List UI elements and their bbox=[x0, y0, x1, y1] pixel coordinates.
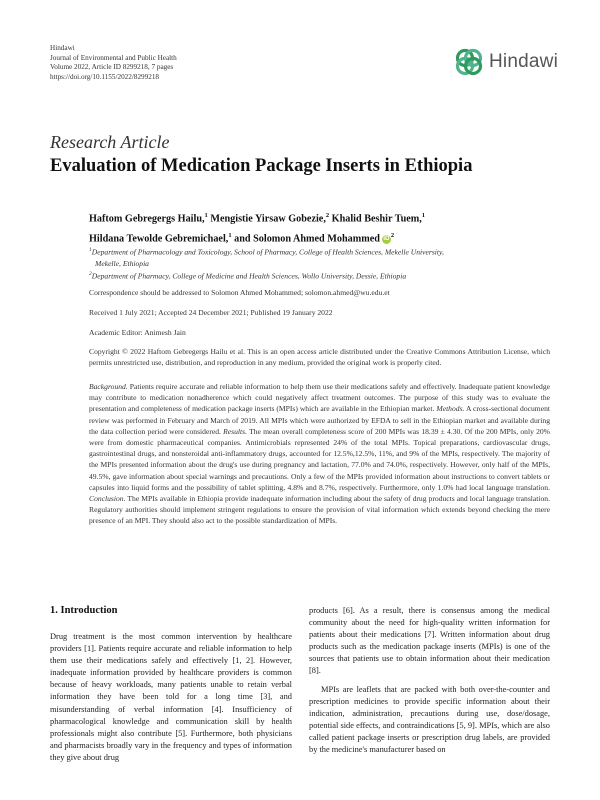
paragraph: Drug treatment is the most common intervention by healthcare providers [1]. Patients require accurate and reliable information to help them use their medications safely and effectively [1, 2]. However, inadequate information provided by healthcare providers is common because of heavy workloads, many patients unable to retain verbal information they have been told for a long time [3], and misunderstanding of verbal information [4]. Insufficiency of pharmacological knowledge and communication skill by health professionals might also contribute [5]. Furthermore, both physicians and pharmacists broadly vary in the frequency and types of information they give about drug bbox=[50, 632, 292, 762]
correspondence: Correspondence should be addressed to Solomon Ahmed Mohammed; solomon.ahmed@wu.edu.et bbox=[89, 288, 390, 297]
affiliation-1: $^1$Department of Pharmacology and Toxicology, School of Pharmacy, College of Health Sciences, Mekelle University, bbox=[89, 247, 444, 257]
author-name[interactable]: Hildana Tewolde Gebremichael, bbox=[89, 233, 229, 245]
abstract-label-conclusion: Conclusion. bbox=[89, 494, 126, 504]
author-list bbox=[89, 207, 425, 248]
affiliation-marker: 1 bbox=[204, 212, 208, 219]
copyright-notice: Copyright © 2022 Haftom Gebregergs Hailu et al. This is an open access article distributed under the Creative Commons Attribution License, which permits unrestricted use, distribution, and reproduction in any medium, provided the original work is properly cited. bbox=[89, 347, 550, 368]
paragraph: products [6]. As a result, there is consensus among the medical community about the need for high-quality written information for patients about their medications [7]. Written information about drug products such as the medication package inserts (MPIs) is one of the sources that patients use to obtain information about their medication [8]. bbox=[309, 606, 550, 676]
abstract-label-results: Results. bbox=[223, 426, 247, 436]
affiliation-1-cont: Mekelle, Ethiopia bbox=[95, 258, 149, 268]
paragraph: MPIs are leaflets that are packed with both over-the-counter and prescription medicines to provide specific information about their indication, administration, precautions during use, dose/dosage, potential side effects, and contraindications [5, 9]. MPIs, which are also called patient package inserts or prescription drug labels, are provided by the medicine's manufacturer based on bbox=[309, 684, 550, 755]
abstract-label-background: Background. bbox=[89, 382, 128, 391]
journal-meta bbox=[50, 44, 177, 82]
journal-name: Journal of Environmental and Public Health bbox=[50, 53, 177, 62]
orcid-icon[interactable]: iD bbox=[383, 235, 390, 242]
affiliation-2: $^2$Department of Pharmacy, College of Medicine and Health Sciences, Wollo University, Dessie, Ethiopia bbox=[89, 270, 407, 281]
article-title: Evaluation of Medication Package Inserts in Ethiopia bbox=[50, 156, 473, 176]
author-name[interactable]: and Solomon Ahmed Mohammed bbox=[231, 233, 380, 245]
body-column-right bbox=[309, 605, 550, 756]
affiliation-marker: 1 bbox=[421, 212, 426, 219]
abstract: Background. Patients require accurate and reliable information to help them use their medications safely and effectively. Inadequate patient knowledge may contribute to medication nonadherence which could negatively affect treatment outcomes. The purpose of this study was to evaluate the presentation and completeness of medication package inserts (MPIs) which are available in the Ethiopian market. Methods. A cross-sectional document review was performed in February and March of 2019. All MPIs which were authorized by EFDA to sell in the Ethiopian market and available during the data collection period were considered. Results. The mean overall completeness score of 200 MPIs was 18.39 ± 4.30. Of the 200 MPIs, only 20% were from domestic pharmaceutical companies. Antimicrobials represented 24% of the total MPIs. Topical preparations, cardiovascular drugs, gastrointestinal drugs, and nonsteroidal anti-inflammatory drugs, accounted for 12.5%,12.5%, 11%, and 9% of the MPIs, respectively. The majority of the MPIs presented information about the drug's use during pregnancy and lactation, 77.0% and 74.0%, respectively. However, only half of the MPIs, 49.5%, gave information about special warnings and precautions. Only a few of the MPIs provided information about instructions to convert tablets or capsules into liquid forms and the possibility of tablet splitting, 4.8% and 8.7%, respectively. Furthermore, only 1.0% had local language translation. Conclusion. The MPIs available in Ethiopia provide inadequate information including about the safety of drug products and local language translation. Regulatory authorities should implement stringent regulations to ensure the provision of vital information which extends beyond checking the mere presence of an MPI. They should also act to the possible standardization of MPIs. bbox=[89, 382, 551, 526]
hindawi-logo-text: Hindawi bbox=[489, 51, 558, 72]
author-line-1 bbox=[89, 207, 425, 227]
volume-info: Volume 2022, Article ID 8299218, 7 pages bbox=[50, 63, 174, 72]
academic-editor: Academic Editor: Animesh Jain bbox=[89, 328, 186, 337]
hindawi-logo[interactable] bbox=[455, 48, 558, 76]
affiliation-marker: 2 bbox=[390, 232, 395, 240]
affiliations bbox=[89, 245, 550, 282]
author-name[interactable]: Mengistie Yirsaw Gobezie, bbox=[207, 213, 326, 225]
abstract-label-methods: Methods. bbox=[436, 404, 465, 414]
body-column-left bbox=[50, 631, 292, 764]
section-heading-introduction: 1. Introduction bbox=[50, 605, 118, 616]
affiliation-marker: 1 bbox=[228, 232, 232, 240]
doi-link[interactable]: https://doi.org/10.1155/2022/8299218 bbox=[50, 72, 160, 81]
author-name[interactable]: Khalid Beshir Tuem, bbox=[329, 213, 422, 225]
hindawi-logo-icon bbox=[455, 48, 483, 76]
author-name[interactable]: Haftom Gebregergs Hailu, bbox=[89, 213, 205, 225]
article-dates: Received 1 July 2021; Accepted 24 December 2021; Published 19 January 2022 bbox=[89, 308, 333, 317]
affiliation-marker: 2 bbox=[325, 212, 330, 219]
publisher-name: Hindawi bbox=[50, 44, 75, 52]
article-type: Research Article bbox=[50, 132, 170, 152]
